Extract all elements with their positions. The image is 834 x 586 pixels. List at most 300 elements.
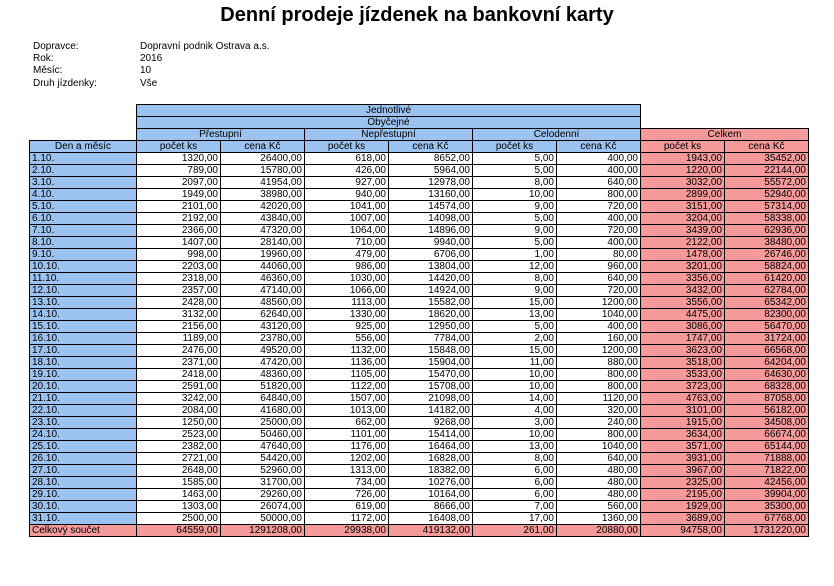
value-cell: 82300,00 <box>725 309 809 321</box>
day-cell: 3.10. <box>30 177 137 189</box>
table-row <box>30 153 809 165</box>
value-cell: 1122,00 <box>305 381 389 393</box>
value-cell: 43840,00 <box>221 213 305 225</box>
day-cell: 4.10. <box>30 189 137 201</box>
value-cell: 3151,00 <box>641 201 725 213</box>
table-row <box>30 309 809 321</box>
value-cell: 25000,00 <box>221 417 305 429</box>
value-cell: 15848,00 <box>389 345 473 357</box>
value-cell: 38980,00 <box>221 189 305 201</box>
value-cell: 15582,00 <box>389 297 473 309</box>
day-cell: 18.10. <box>30 357 137 369</box>
value-cell: 5,00 <box>473 321 557 333</box>
header-obycejne: Obyčejné <box>137 117 641 129</box>
value-cell: 50460,00 <box>221 429 305 441</box>
value-cell: 15708,00 <box>389 381 473 393</box>
table-row <box>30 501 809 513</box>
value-cell: 2156,00 <box>137 321 221 333</box>
table-row <box>30 237 809 249</box>
value-cell: 1202,00 <box>305 453 389 465</box>
header-jednotlive: Jednotlivé <box>137 105 641 117</box>
value-cell: 1507,00 <box>305 393 389 405</box>
value-cell: 14182,00 <box>389 405 473 417</box>
total-cell: 20880,00 <box>557 525 641 537</box>
value-cell: 480,00 <box>557 477 641 489</box>
value-cell: 1949,00 <box>137 189 221 201</box>
day-cell: 11.10. <box>30 273 137 285</box>
value-cell: 2325,00 <box>641 477 725 489</box>
value-cell: 2371,00 <box>137 357 221 369</box>
table-row <box>30 285 809 297</box>
value-cell: 18382,00 <box>389 465 473 477</box>
value-cell: 1041,00 <box>305 201 389 213</box>
value-cell: 3533,00 <box>641 369 725 381</box>
table-row <box>30 249 809 261</box>
value-cell: 800,00 <box>557 369 641 381</box>
value-cell: 960,00 <box>557 261 641 273</box>
value-cell: 52940,00 <box>725 189 809 201</box>
meta-label: Rok: <box>33 53 54 64</box>
meta-label: Měsíc: <box>33 65 63 76</box>
day-cell: 24.10. <box>30 429 137 441</box>
value-cell: 3931,00 <box>641 453 725 465</box>
value-cell: 10,00 <box>473 381 557 393</box>
value-cell: 9940,00 <box>389 237 473 249</box>
value-cell: 2203,00 <box>137 261 221 273</box>
value-cell: 14924,00 <box>389 285 473 297</box>
value-cell: 1120,00 <box>557 393 641 405</box>
day-cell: 25.10. <box>30 441 137 453</box>
value-cell: 54420,00 <box>221 453 305 465</box>
value-cell: 8666,00 <box>389 501 473 513</box>
value-cell: 71822,00 <box>725 465 809 477</box>
value-cell: 31700,00 <box>221 477 305 489</box>
total-label: Celkový součet <box>30 525 137 537</box>
value-cell: 3634,00 <box>641 429 725 441</box>
value-cell: 5,00 <box>473 165 557 177</box>
value-cell: 55572,00 <box>725 177 809 189</box>
value-cell: 3623,00 <box>641 345 725 357</box>
value-cell: 3,00 <box>473 417 557 429</box>
table-row <box>30 477 809 489</box>
value-cell: 6,00 <box>473 489 557 501</box>
value-cell: 479,00 <box>305 249 389 261</box>
value-cell: 940,00 <box>305 189 389 201</box>
value-cell: 2318,00 <box>137 273 221 285</box>
value-cell: 1132,00 <box>305 345 389 357</box>
value-cell: 15414,00 <box>389 429 473 441</box>
value-cell: 710,00 <box>305 237 389 249</box>
day-cell: 12.10. <box>30 285 137 297</box>
header-count: počet ks <box>641 141 725 153</box>
day-cell: 28.10. <box>30 477 137 489</box>
sales-table <box>29 104 809 537</box>
day-cell: 30.10. <box>30 501 137 513</box>
value-cell: 67768,00 <box>725 513 809 525</box>
value-cell: 41954,00 <box>221 177 305 189</box>
value-cell: 2476,00 <box>137 345 221 357</box>
table-row <box>30 165 809 177</box>
value-cell: 925,00 <box>305 321 389 333</box>
header-count: počet ks <box>137 141 221 153</box>
value-cell: 789,00 <box>137 165 221 177</box>
value-cell: 320,00 <box>557 405 641 417</box>
value-cell: 64840,00 <box>221 393 305 405</box>
value-cell: 66568,00 <box>725 345 809 357</box>
blank-cell <box>30 117 137 129</box>
value-cell: 11,00 <box>473 357 557 369</box>
table-row <box>30 429 809 441</box>
value-cell: 48560,00 <box>221 297 305 309</box>
value-cell: 2192,00 <box>137 213 221 225</box>
value-cell: 38480,00 <box>725 237 809 249</box>
value-cell: 87058,00 <box>725 393 809 405</box>
value-cell: 556,00 <box>305 333 389 345</box>
day-cell: 1.10. <box>30 153 137 165</box>
total-cell: 64559,00 <box>137 525 221 537</box>
value-cell: 1040,00 <box>557 309 641 321</box>
value-cell: 1,00 <box>473 249 557 261</box>
header-count: počet ks <box>305 141 389 153</box>
value-cell: 426,00 <box>305 165 389 177</box>
value-cell: 720,00 <box>557 201 641 213</box>
value-cell: 880,00 <box>557 357 641 369</box>
value-cell: 800,00 <box>557 381 641 393</box>
total-row <box>30 525 809 537</box>
value-cell: 16828,00 <box>389 453 473 465</box>
value-cell: 49520,00 <box>221 345 305 357</box>
value-cell: 1407,00 <box>137 237 221 249</box>
value-cell: 10,00 <box>473 189 557 201</box>
table-row <box>30 297 809 309</box>
value-cell: 14,00 <box>473 393 557 405</box>
value-cell: 26746,00 <box>725 249 809 261</box>
table-row <box>30 225 809 237</box>
value-cell: 13804,00 <box>389 261 473 273</box>
value-cell: 1747,00 <box>641 333 725 345</box>
value-cell: 31724,00 <box>725 333 809 345</box>
value-cell: 927,00 <box>305 177 389 189</box>
value-cell: 56470,00 <box>725 321 809 333</box>
value-cell: 5964,00 <box>389 165 473 177</box>
value-cell: 15904,00 <box>389 357 473 369</box>
value-cell: 5,00 <box>473 213 557 225</box>
value-cell: 15,00 <box>473 345 557 357</box>
value-cell: 51820,00 <box>221 381 305 393</box>
value-cell: 41680,00 <box>221 405 305 417</box>
header-neprestupni: Nepřestupní <box>305 129 473 141</box>
value-cell: 400,00 <box>557 165 641 177</box>
value-cell: 10164,00 <box>389 489 473 501</box>
meta-value: 10 <box>140 65 152 76</box>
value-cell: 3518,00 <box>641 357 725 369</box>
header-price: cena Kč <box>389 141 473 153</box>
value-cell: 619,00 <box>305 501 389 513</box>
table-row <box>30 213 809 225</box>
value-cell: 65144,00 <box>725 441 809 453</box>
value-cell: 1105,00 <box>305 369 389 381</box>
value-cell: 3032,00 <box>641 177 725 189</box>
value-cell: 480,00 <box>557 465 641 477</box>
value-cell: 47320,00 <box>221 225 305 237</box>
value-cell: 6706,00 <box>389 249 473 261</box>
value-cell: 64204,00 <box>725 357 809 369</box>
day-cell: 29.10. <box>30 489 137 501</box>
value-cell: 58338,00 <box>725 213 809 225</box>
table-row <box>30 261 809 273</box>
table-row <box>30 405 809 417</box>
value-cell: 2500,00 <box>137 513 221 525</box>
value-cell: 4763,00 <box>641 393 725 405</box>
value-cell: 62936,00 <box>725 225 809 237</box>
value-cell: 2899,00 <box>641 189 725 201</box>
value-cell: 15470,00 <box>389 369 473 381</box>
value-cell: 1478,00 <box>641 249 725 261</box>
value-cell: 1303,00 <box>137 501 221 513</box>
value-cell: 47640,00 <box>221 441 305 453</box>
table-row <box>30 441 809 453</box>
value-cell: 1943,00 <box>641 153 725 165</box>
value-cell: 3723,00 <box>641 381 725 393</box>
value-cell: 9,00 <box>473 201 557 213</box>
value-cell: 56182,00 <box>725 405 809 417</box>
value-cell: 12978,00 <box>389 177 473 189</box>
total-cell: 94758,00 <box>641 525 725 537</box>
value-cell: 21098,00 <box>389 393 473 405</box>
total-cell: 1731220,00 <box>725 525 809 537</box>
value-cell: 47140,00 <box>221 285 305 297</box>
value-cell: 68328,00 <box>725 381 809 393</box>
value-cell: 19960,00 <box>221 249 305 261</box>
value-cell: 2648,00 <box>137 465 221 477</box>
value-cell: 2,00 <box>473 333 557 345</box>
day-cell: 19.10. <box>30 369 137 381</box>
value-cell: 8,00 <box>473 453 557 465</box>
value-cell: 400,00 <box>557 237 641 249</box>
value-cell: 1929,00 <box>641 501 725 513</box>
day-cell: 9.10. <box>30 249 137 261</box>
value-cell: 2418,00 <box>137 369 221 381</box>
value-cell: 400,00 <box>557 153 641 165</box>
table-row <box>30 465 809 477</box>
value-cell: 61420,00 <box>725 273 809 285</box>
table-row <box>30 369 809 381</box>
value-cell: 64630,00 <box>725 369 809 381</box>
value-cell: 12950,00 <box>389 321 473 333</box>
value-cell: 14420,00 <box>389 273 473 285</box>
header-day: Den a měsíc <box>30 141 137 153</box>
value-cell: 13,00 <box>473 441 557 453</box>
value-cell: 998,00 <box>137 249 221 261</box>
value-cell: 39904,00 <box>725 489 809 501</box>
header-price: cena Kč <box>557 141 641 153</box>
day-cell: 7.10. <box>30 225 137 237</box>
value-cell: 16464,00 <box>389 441 473 453</box>
value-cell: 14896,00 <box>389 225 473 237</box>
table-row <box>30 201 809 213</box>
header-price: cena Kč <box>725 141 809 153</box>
blank-cell <box>641 105 809 117</box>
table-row <box>30 357 809 369</box>
day-cell: 15.10. <box>30 321 137 333</box>
blank-cell <box>641 117 809 129</box>
header-celkem: Celkem <box>641 129 809 141</box>
value-cell: 9,00 <box>473 285 557 297</box>
value-cell: 26400,00 <box>221 153 305 165</box>
meta-value: 2016 <box>140 53 163 64</box>
value-cell: 58824,00 <box>725 261 809 273</box>
value-cell: 5,00 <box>473 237 557 249</box>
day-cell: 5.10. <box>30 201 137 213</box>
value-cell: 66674,00 <box>725 429 809 441</box>
value-cell: 80,00 <box>557 249 641 261</box>
value-cell: 23780,00 <box>221 333 305 345</box>
value-cell: 640,00 <box>557 177 641 189</box>
value-cell: 43120,00 <box>221 321 305 333</box>
value-cell: 560,00 <box>557 501 641 513</box>
value-cell: 720,00 <box>557 225 641 237</box>
value-cell: 1172,00 <box>305 513 389 525</box>
value-cell: 3689,00 <box>641 513 725 525</box>
day-cell: 21.10. <box>30 393 137 405</box>
value-cell: 4475,00 <box>641 309 725 321</box>
value-cell: 62784,00 <box>725 285 809 297</box>
value-cell: 29260,00 <box>221 489 305 501</box>
value-cell: 2357,00 <box>137 285 221 297</box>
value-cell: 662,00 <box>305 417 389 429</box>
value-cell: 57314,00 <box>725 201 809 213</box>
meta-label: Druh jízdenky: <box>33 78 97 89</box>
value-cell: 8,00 <box>473 273 557 285</box>
total-cell: 419132,00 <box>389 525 473 537</box>
value-cell: 3967,00 <box>641 465 725 477</box>
day-cell: 17.10. <box>30 345 137 357</box>
value-cell: 160,00 <box>557 333 641 345</box>
day-cell: 26.10. <box>30 453 137 465</box>
value-cell: 14098,00 <box>389 213 473 225</box>
table-row <box>30 381 809 393</box>
value-cell: 22144,00 <box>725 165 809 177</box>
day-cell: 27.10. <box>30 465 137 477</box>
value-cell: 720,00 <box>557 285 641 297</box>
day-cell: 31.10. <box>30 513 137 525</box>
value-cell: 4,00 <box>473 405 557 417</box>
day-cell: 2.10. <box>30 165 137 177</box>
value-cell: 2366,00 <box>137 225 221 237</box>
value-cell: 6,00 <box>473 477 557 489</box>
value-cell: 13,00 <box>473 309 557 321</box>
meta-value: Vše <box>140 78 158 89</box>
value-cell: 6,00 <box>473 465 557 477</box>
value-cell: 18620,00 <box>389 309 473 321</box>
table-row <box>30 321 809 333</box>
value-cell: 1320,00 <box>137 153 221 165</box>
value-cell: 3086,00 <box>641 321 725 333</box>
table-row <box>30 489 809 501</box>
value-cell: 1136,00 <box>305 357 389 369</box>
value-cell: 1585,00 <box>137 477 221 489</box>
value-cell: 2101,00 <box>137 201 221 213</box>
value-cell: 640,00 <box>557 453 641 465</box>
value-cell: 15,00 <box>473 297 557 309</box>
value-cell: 618,00 <box>305 153 389 165</box>
value-cell: 2097,00 <box>137 177 221 189</box>
day-cell: 6.10. <box>30 213 137 225</box>
table-row <box>30 393 809 405</box>
value-cell: 1250,00 <box>137 417 221 429</box>
value-cell: 5,00 <box>473 153 557 165</box>
value-cell: 1189,00 <box>137 333 221 345</box>
report-title: Denní prodeje jízdenek na bankovní karty <box>220 4 614 26</box>
day-cell: 8.10. <box>30 237 137 249</box>
value-cell: 1330,00 <box>305 309 389 321</box>
value-cell: 1101,00 <box>305 429 389 441</box>
value-cell: 1040,00 <box>557 441 641 453</box>
value-cell: 3201,00 <box>641 261 725 273</box>
value-cell: 1313,00 <box>305 465 389 477</box>
value-cell: 240,00 <box>557 417 641 429</box>
value-cell: 14574,00 <box>389 201 473 213</box>
value-cell: 3101,00 <box>641 405 725 417</box>
value-cell: 7,00 <box>473 501 557 513</box>
value-cell: 1360,00 <box>557 513 641 525</box>
table-row <box>30 333 809 345</box>
day-cell: 10.10. <box>30 261 137 273</box>
table-row <box>30 453 809 465</box>
value-cell: 1915,00 <box>641 417 725 429</box>
header-price: cena Kč <box>221 141 305 153</box>
value-cell: 8652,00 <box>389 153 473 165</box>
day-cell: 20.10. <box>30 381 137 393</box>
value-cell: 734,00 <box>305 477 389 489</box>
header-celodenni: Celodenní <box>473 129 641 141</box>
value-cell: 800,00 <box>557 429 641 441</box>
table-row <box>30 189 809 201</box>
value-cell: 71888,00 <box>725 453 809 465</box>
value-cell: 52960,00 <box>221 465 305 477</box>
value-cell: 13160,00 <box>389 189 473 201</box>
value-cell: 7784,00 <box>389 333 473 345</box>
total-cell: 29938,00 <box>305 525 389 537</box>
value-cell: 2195,00 <box>641 489 725 501</box>
value-cell: 2428,00 <box>137 297 221 309</box>
value-cell: 26074,00 <box>221 501 305 513</box>
meta-value: Dopravní podnik Ostrava a.s. <box>140 41 270 52</box>
value-cell: 3132,00 <box>137 309 221 321</box>
blank-cell <box>30 129 137 141</box>
value-cell: 1113,00 <box>305 297 389 309</box>
value-cell: 17,00 <box>473 513 557 525</box>
value-cell: 986,00 <box>305 261 389 273</box>
value-cell: 35452,00 <box>725 153 809 165</box>
value-cell: 62640,00 <box>221 309 305 321</box>
value-cell: 2382,00 <box>137 441 221 453</box>
value-cell: 1220,00 <box>641 165 725 177</box>
value-cell: 34508,00 <box>725 417 809 429</box>
value-cell: 8,00 <box>473 177 557 189</box>
value-cell: 1463,00 <box>137 489 221 501</box>
day-cell: 14.10. <box>30 309 137 321</box>
table-row <box>30 513 809 525</box>
value-cell: 1200,00 <box>557 345 641 357</box>
value-cell: 1066,00 <box>305 285 389 297</box>
value-cell: 42456,00 <box>725 477 809 489</box>
table-row <box>30 417 809 429</box>
value-cell: 2721,00 <box>137 453 221 465</box>
value-cell: 1200,00 <box>557 297 641 309</box>
value-cell: 726,00 <box>305 489 389 501</box>
total-cell: 1291208,00 <box>221 525 305 537</box>
